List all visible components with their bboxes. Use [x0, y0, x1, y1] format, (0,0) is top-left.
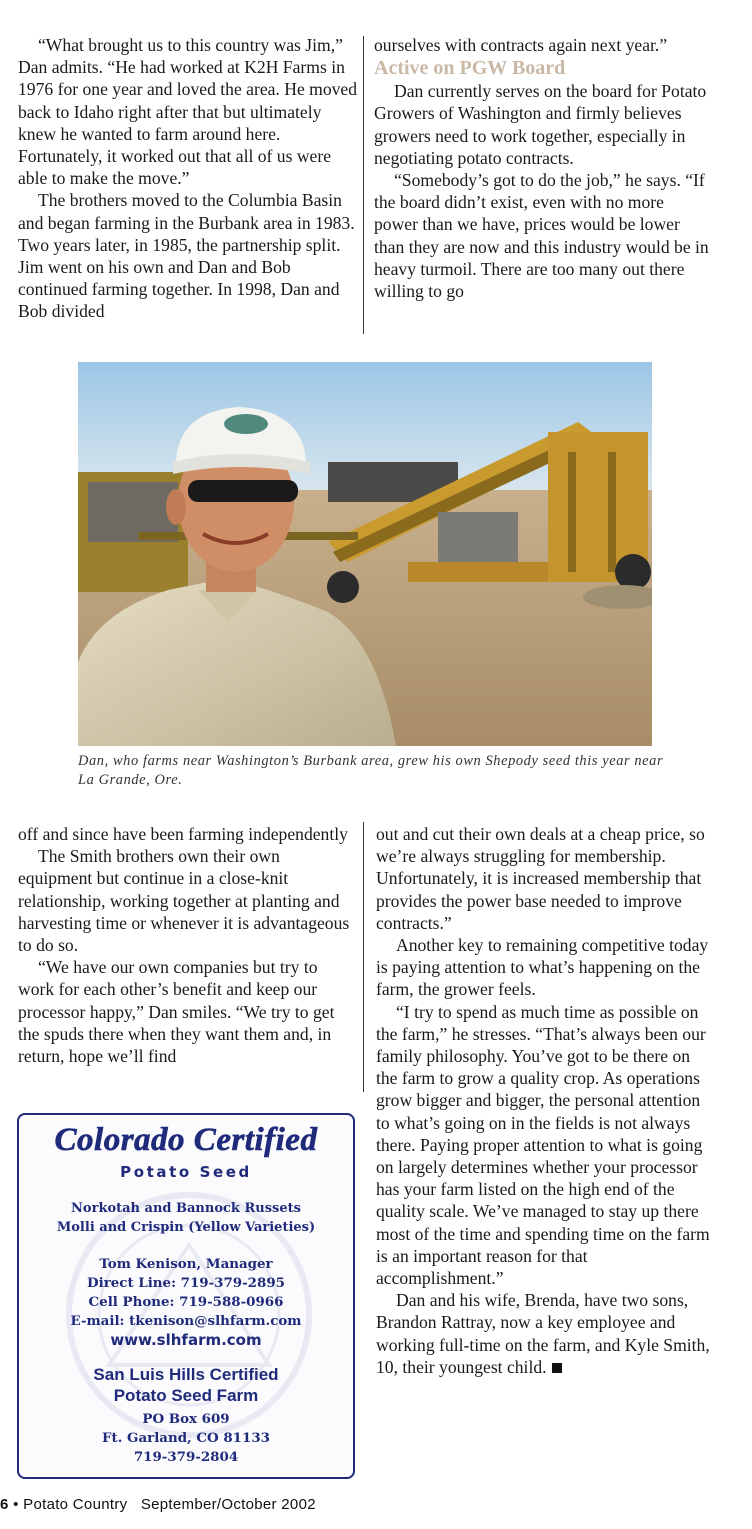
paragraph: The Smith brothers own their own equipment but continue in a close-knit relationship, working together at planting and harvesting time or whenever it is advantageous to do so. — [18, 846, 350, 956]
photo-illustration — [78, 362, 652, 746]
ad-email: E-mail: tkenison@slhfarm.com — [70, 1313, 302, 1329]
ad-city: Ft. Garland, CO 81133 — [102, 1430, 270, 1446]
paragraph-text: Dan and his wife, Brenda, have two sons, Brandon Rattray, now a key employee and working full-time on the farm, and Kyle Smith, 10, their youngest child. — [376, 1290, 710, 1377]
paragraph-final — [376, 1289, 714, 1378]
ad-farm-line: San Luis Hills Certified — [93, 1365, 279, 1384]
ad-subtitle: Potato Seed — [120, 1163, 252, 1181]
ad-website: www.slhfarm.com — [110, 1331, 262, 1349]
paragraph: “What brought us to this country was Jim,” Dan admits. “He had worked at K2H Farms in 1976 for one year and loved the area. He moved back to Idaho right after that but ultimately knew he wanted to farm around here. Fortunately, it worked out that all of us were able to make the move.” — [18, 35, 358, 189]
ad-cell-phone: Cell Phone: 719-588-0966 — [88, 1294, 284, 1310]
ad-po-box: PO Box 609 — [142, 1411, 230, 1427]
paragraph: “Somebody’s got to do the job,” he says. “If the board didn’t exist, even with no more power than we have, prices would be lower than they are now and this industry would be in heavy turmoil. There are too many out there willing to go — [374, 170, 709, 302]
column-divider — [363, 36, 364, 334]
end-mark-icon — [552, 1363, 562, 1373]
article-column-top-right — [374, 34, 712, 302]
paragraph: “I try to spend as much time as possible on the farm,” he stresses. “That’s always been our family philosophy. You’ve got to be there on the farm to grow a quality crop. As operations grow bigger and bigger, the personal attention to what’s going on in the fields is not always there. Paying proper attention to what is going on largely determines whether your processor has your farm listed on the high end of the quality scale. We’ve managed to stay up there most of the time and spending time on the farm is an important reason for that accomplishment.” — [376, 1001, 710, 1289]
column-divider — [363, 822, 364, 1092]
section-subhead: Active on PGW Board — [374, 57, 566, 80]
paragraph: The brothers moved to the Columbia Basin and began farming in the Burbank area in 1983. Two years later, in 1985, the partnership split. Jim went on his own and Dan and Bob continued farming together. In 1998, Dan and Bob divided — [18, 190, 355, 322]
paragraph: out and cut their own deals at a cheap price, so we’re always struggling for membership. Unfortunately, it is increased membership that provides the power base needed to improve contracts.” — [376, 824, 705, 933]
ad-direct-line: Direct Line: 719-379-2895 — [87, 1275, 285, 1291]
ad-phone: 719-379-2804 — [133, 1449, 239, 1465]
publication-name: Potato Country — [23, 1496, 128, 1513]
advertisement — [17, 1113, 355, 1479]
page-number: 6 — [0, 1496, 9, 1513]
ad-farm-name — [19, 1364, 353, 1406]
farmer-photo — [78, 362, 652, 746]
paragraph: ourselves with contracts again next year.” — [374, 35, 668, 55]
issue-date: September/October 2002 — [140, 1496, 316, 1513]
page-footer — [0, 1496, 316, 1513]
ad-brand-title: Colorado Certified — [54, 1122, 318, 1158]
article-column-bottom-left — [18, 823, 358, 1067]
paragraph: off and since have been farming independently — [18, 824, 348, 844]
ad-address — [19, 1410, 353, 1467]
ad-farm-line: Potato Seed Farm — [113, 1386, 259, 1405]
paragraph: Another key to remaining competitive today is paying attention to what’s happening on the farm, the grower feels. — [376, 935, 709, 1000]
paragraph: Dan currently serves on the board for Potato Growers of Washington and firmly believes growers need to work together, especially in negotiating potato contracts. — [374, 81, 707, 168]
ad-varieties — [19, 1199, 353, 1237]
article-column-top-left — [18, 34, 358, 323]
ad-varieties-line: Norkotah and Bannock Russets — [71, 1201, 301, 1216]
paragraph: “We have our own companies but try to work for each other’s benefit and keep our processor happy,” Dan smiles. “We try to get the spuds there when they want them and, in return, hope we’ll find — [18, 957, 335, 1067]
ad-varieties-line: Molli and Crispin (Yellow Varieties) — [56, 1220, 316, 1235]
ad-manager: Tom Kenison, Manager — [99, 1256, 273, 1272]
article-column-bottom-right — [376, 823, 714, 1378]
photo-caption: Dan, who farms near Washington’s Burbank area, grew his own Shepody seed this year near La Grande, Ore. — [78, 753, 664, 788]
ad-contact-block — [19, 1255, 353, 1350]
footer-separator: • — [13, 1496, 19, 1513]
